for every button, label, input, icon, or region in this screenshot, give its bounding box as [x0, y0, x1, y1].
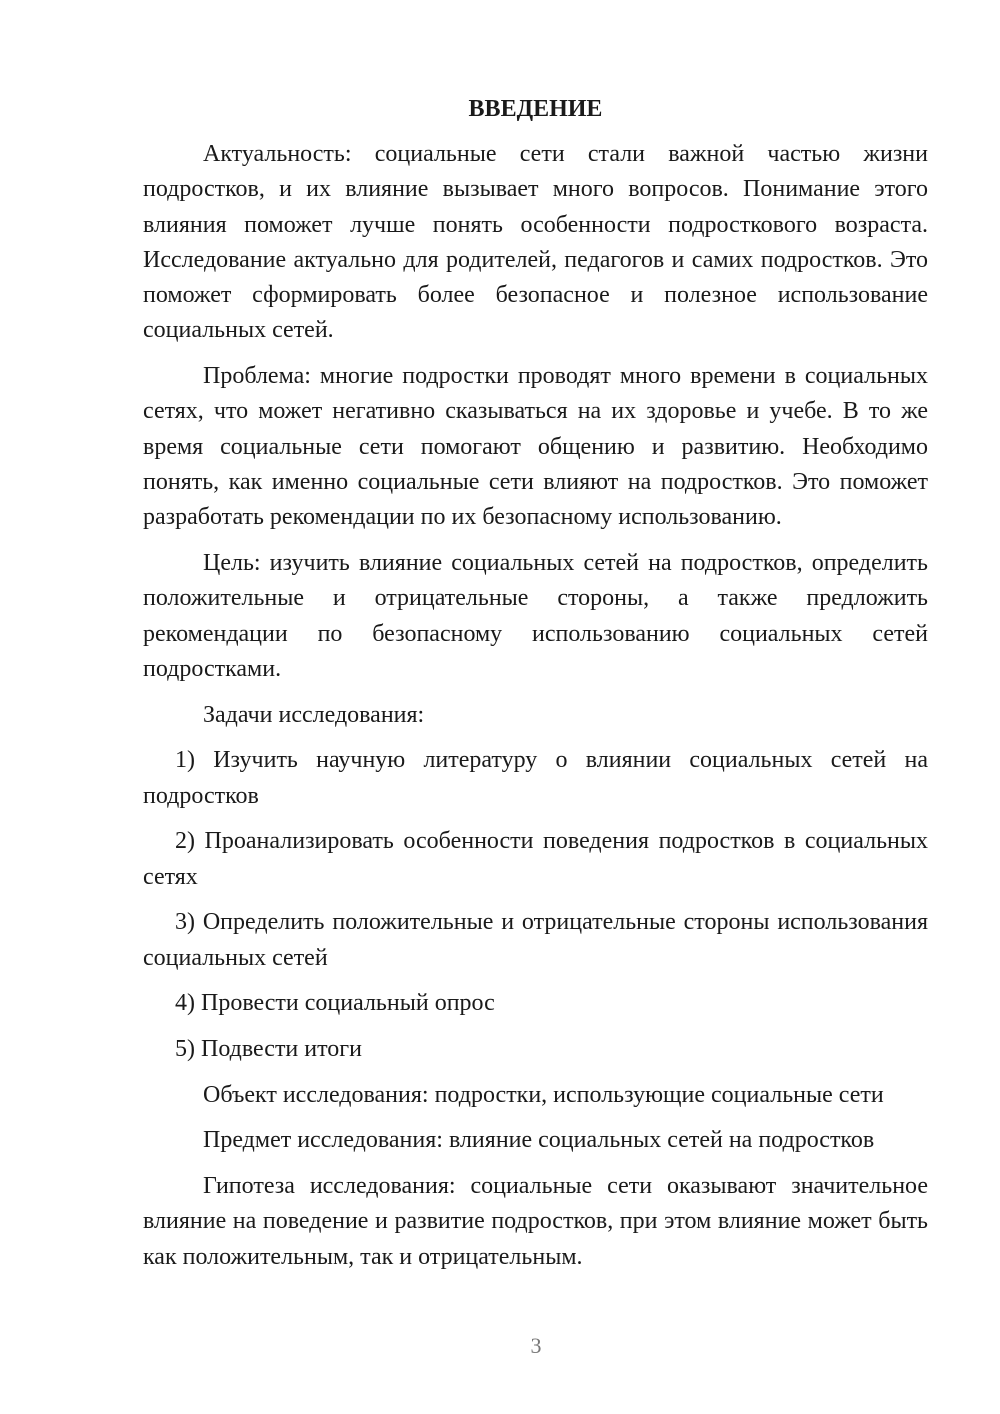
- task-item: 2) Проанализировать особенности поведения подростков в социальных сетях: [143, 828, 928, 890]
- page-content: [143, 92, 928, 1285]
- tasks-heading: Задачи исследования:: [203, 701, 425, 728]
- task-item: 4) Провести социальный опрос: [175, 990, 495, 1017]
- hypothesis-paragraph: Гипотеза исследования: социальные сети оказывают значительное влияние на поведение и развитие подростков, при этом влияние может быть как положительным, так и отрицательным.: [143, 1173, 928, 1270]
- problem-paragraph: Проблема: многие подростки проводят много времени в социальных сетях, что может негативно сказываться на их здоровье и учебе. В то же время социальные сети помогают общению и развитию. Необходимо понять, как именно социальные сети влияют на подростков. Это поможет разработать рекомендации по их безопасному использованию.: [143, 363, 928, 531]
- goal-paragraph: Цель: изучить влияние социальных сетей на подростков, определить положительные и отрицательные стороны, а также предложить рекомендации по безопасному использованию социальных сетей подростками.: [143, 550, 928, 682]
- object-paragraph: Объект исследования: подростки, использующие социальные сети: [203, 1081, 884, 1108]
- task-item: 3) Определить положительные и отрицательные стороны использования социальных сетей: [143, 909, 928, 971]
- task-item: 5) Подвести итоги: [175, 1035, 362, 1062]
- section-title: ВВЕДЕНИЕ: [468, 96, 603, 122]
- subject-paragraph: Предмет исследования: влияние социальных сетей на подростков: [203, 1127, 875, 1154]
- relevance-paragraph: Актуальность: социальные сети стали важной частью жизни подростков, и их влияние вызывает много вопросов. Понимание этого влияния поможет лучше понять особенности подросткового возраста. Исследование актуально для родителей, педагогов и самих подростков. Это поможет сформировать более безопасное и полезное использование социальных сетей.: [143, 141, 928, 344]
- page-number: 3: [530, 1333, 542, 1358]
- task-item: 1) Изучить научную литературу о влиянии социальных сетей на подростков: [143, 747, 928, 809]
